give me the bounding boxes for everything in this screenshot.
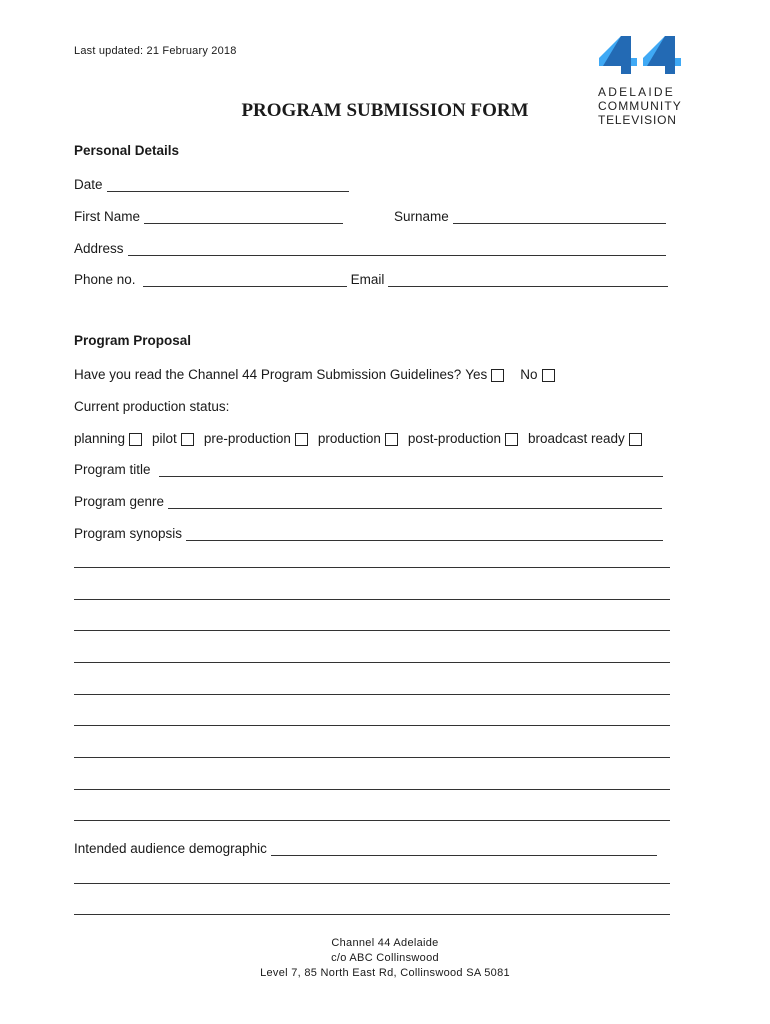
program-title-label: Program title — [74, 462, 151, 477]
synopsis-line[interactable] — [74, 630, 670, 631]
synopsis-line[interactable] — [74, 567, 670, 568]
status-label-row — [74, 394, 229, 414]
phone-email-row — [74, 267, 668, 287]
email-label: Email — [350, 272, 385, 287]
name-row — [74, 204, 343, 224]
status-option-pilot-checkbox[interactable] — [181, 433, 194, 446]
status-option-broadcast-ready-checkbox[interactable] — [629, 433, 642, 446]
program-synopsis-field[interactable] — [186, 526, 663, 541]
address-field[interactable] — [128, 241, 666, 256]
address-row — [74, 236, 666, 256]
status-option-broadcast-ready-label: broadcast ready — [527, 431, 625, 446]
program-genre-row — [74, 489, 662, 509]
status-option-post-production-checkbox[interactable] — [505, 433, 518, 446]
form-title: PROGRAM SUBMISSION FORM — [241, 100, 529, 121]
audience-line[interactable] — [74, 883, 670, 884]
status-option-production-checkbox[interactable] — [385, 433, 398, 446]
logo-text-adelaide: ADELAIDE — [598, 85, 675, 99]
logo-text-community: COMMUNITY — [598, 99, 682, 113]
email-field[interactable] — [388, 272, 668, 287]
production-status-label: Current production status: — [74, 399, 230, 414]
footer-line-2: c/o ABC Collinswood — [331, 952, 439, 964]
program-genre-field[interactable] — [168, 494, 662, 509]
status-option-planning-checkbox[interactable] — [129, 433, 142, 446]
yes-label: Yes — [465, 367, 488, 382]
guidelines-question: Have you read the Channel 44 Program Submission Guidelines? — [74, 367, 462, 382]
program-title-field[interactable] — [159, 462, 663, 477]
surname-field[interactable] — [453, 209, 666, 224]
yes-checkbox[interactable] — [491, 369, 504, 382]
logo-text-television: TELEVISION — [598, 113, 677, 127]
date-label: Date — [74, 177, 103, 192]
footer-address — [0, 936, 770, 981]
phone-field[interactable] — [143, 272, 347, 287]
status-options-row — [74, 426, 642, 446]
synopsis-line[interactable] — [74, 820, 670, 821]
audience-line[interactable] — [74, 914, 670, 915]
program-genre-label: Program genre — [74, 494, 165, 509]
status-option-post-production-label: post-production — [407, 431, 501, 446]
synopsis-line[interactable] — [74, 789, 670, 790]
status-option-pre-production-label: pre-production — [203, 431, 291, 446]
program-synopsis-label: Program synopsis — [74, 526, 183, 541]
guidelines-row — [74, 362, 565, 382]
date-row — [74, 172, 349, 192]
status-option-planning-label: planning — [74, 431, 126, 446]
phone-label: Phone no. — [74, 272, 136, 287]
address-label: Address — [74, 241, 124, 256]
surname-row — [394, 204, 666, 224]
audience-field[interactable] — [271, 841, 657, 856]
status-option-pre-production-checkbox[interactable] — [295, 433, 308, 446]
footer-line-3: Level 7, 85 North East Rd, Collinswood SA 5081 — [260, 967, 510, 979]
program-title-row — [74, 457, 663, 477]
first-name-field[interactable] — [144, 209, 343, 224]
status-option-production-label: production — [317, 431, 381, 446]
program-synopsis-row — [74, 521, 663, 541]
footer-line-1: Channel 44 Adelaide — [331, 937, 439, 949]
personal-details-heading: Personal Details — [74, 143, 180, 158]
audience-label: Intended audience demographic — [74, 841, 267, 856]
status-option-pilot-label: pilot — [152, 431, 177, 446]
program-proposal-heading: Program Proposal — [74, 333, 192, 348]
synopsis-line[interactable] — [74, 757, 670, 758]
channel-44-logo-icon — [599, 36, 683, 76]
synopsis-line[interactable] — [74, 725, 670, 726]
first-name-label: First Name — [74, 209, 141, 224]
synopsis-line[interactable] — [74, 662, 670, 663]
synopsis-line[interactable] — [74, 599, 670, 600]
no-label: No — [520, 367, 538, 382]
synopsis-line[interactable] — [74, 694, 670, 695]
date-field[interactable] — [107, 177, 349, 192]
surname-label: Surname — [394, 209, 449, 224]
no-checkbox[interactable] — [542, 369, 555, 382]
audience-row — [74, 836, 657, 856]
last-updated: Last updated: 21 February 2018 — [74, 45, 237, 57]
